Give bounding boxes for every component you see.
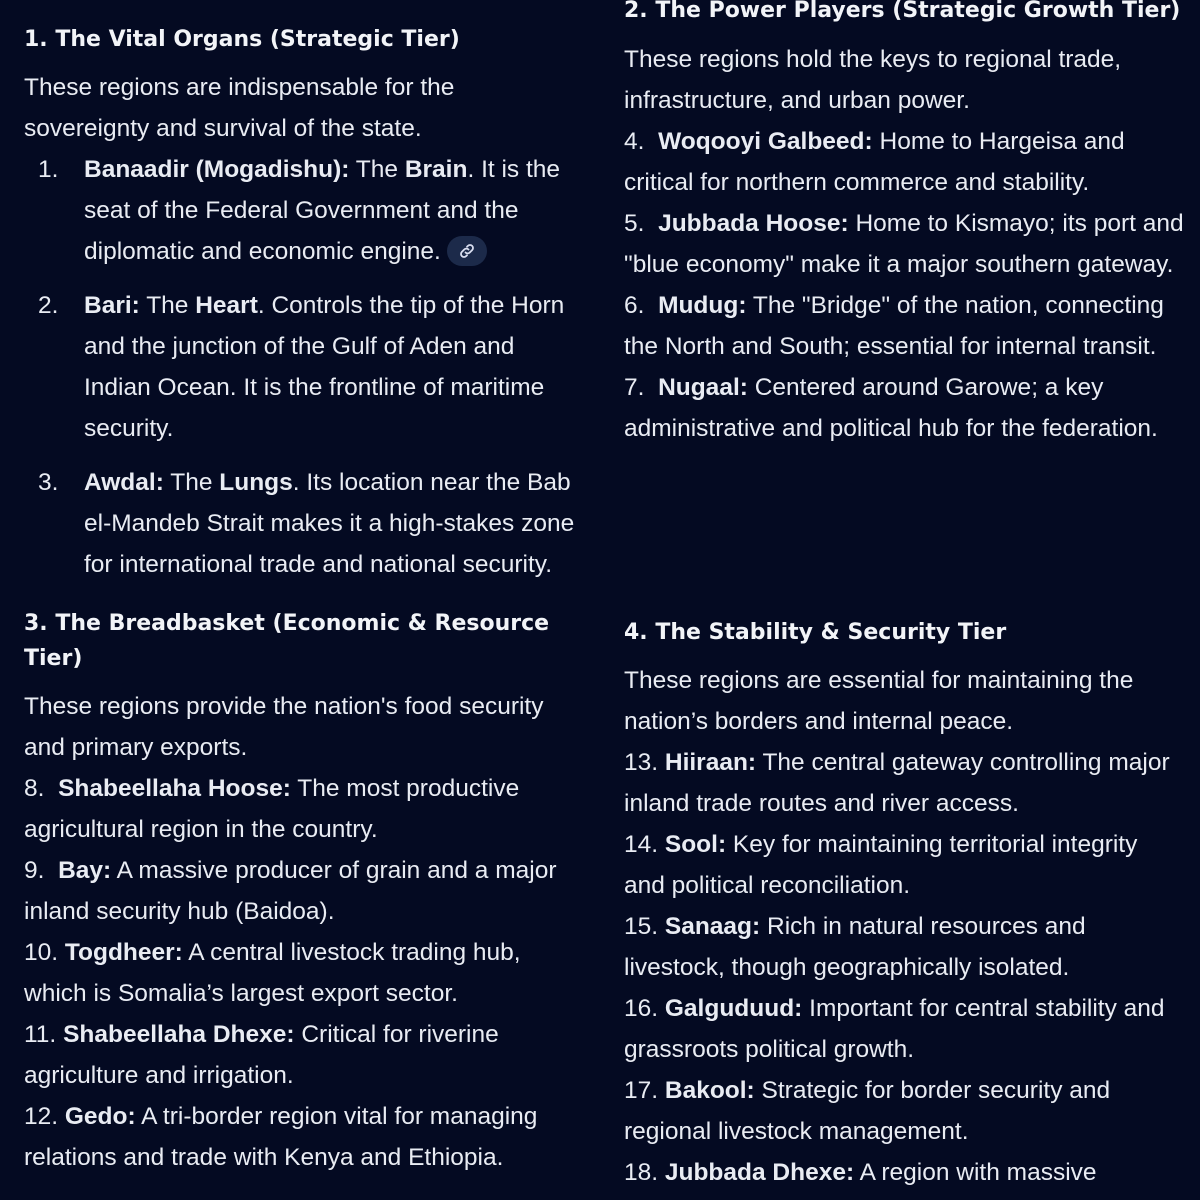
list-number: 2. <box>38 292 59 319</box>
section-intro: These regions hold the keys to regional trade, infrastructure, and urban power. <box>624 46 1122 114</box>
list-text: The "Bridge" of the nation, connecting the North and South; essential for internal transit. <box>624 292 1164 360</box>
section-title: 2. The Power Players (Strategic Growth Tier) <box>624 0 1181 23</box>
list-item <box>24 1014 584 1096</box>
list-item <box>624 988 1184 1070</box>
region-name: Shabeellaha Dhexe: <box>63 1021 295 1048</box>
list-text: Rich in natural resources and livestock, though geographically isolated. <box>624 913 1086 981</box>
list-number: 17. <box>624 1077 659 1104</box>
list-number: 14. <box>624 831 659 858</box>
section-title: 4. The Stability & Security Tier <box>624 620 1007 645</box>
section-intro: These regions are essential for maintaining the nation’s borders and internal peace. <box>624 667 1134 735</box>
list-text: The central gateway controlling major inland trade routes and river access. <box>624 749 1170 817</box>
text-pre: The <box>139 292 196 319</box>
region-name: Jubbada Dhexe: <box>664 1159 855 1186</box>
list-item <box>624 1152 1184 1193</box>
list-number: 1. <box>38 156 59 183</box>
section-stability-security <box>600 604 1200 1200</box>
list-text: Important for central stability and grassroots political growth. <box>624 995 1165 1063</box>
list-text: A region with massive <box>854 1159 1097 1186</box>
list-text: The most productive agricultural region in the country. <box>24 775 520 843</box>
list-number: 9. <box>24 857 45 884</box>
list-number: 15. <box>624 913 659 940</box>
region-name: Togdheer: <box>64 939 183 966</box>
region-name: Awdal: <box>84 469 164 496</box>
region-list <box>24 149 580 585</box>
list-number: 10. <box>24 939 59 966</box>
region-name: Mudug: <box>658 292 747 319</box>
list-text: Home to Kismayo; its port and "blue economy" make it a major southern gateway. <box>624 210 1184 278</box>
list-number: 8. <box>24 775 45 802</box>
list-text: A tri-border region vital for managing relations and trade with Kenya and Ethiopia. <box>24 1103 538 1171</box>
region-name: Galguduud: <box>664 995 803 1022</box>
list-item <box>624 906 1184 988</box>
list-item <box>624 742 1184 824</box>
list-number: 3. <box>38 469 59 496</box>
list-text: A central livestock trading hub, which is Somalia’s largest export sector. <box>24 939 521 1007</box>
list-item <box>24 462 580 585</box>
list-text <box>84 462 580 585</box>
region-name: Shabeellaha Hoose: <box>58 775 291 802</box>
list-number: 5. <box>624 210 645 237</box>
list-number: 18. <box>624 1159 659 1186</box>
region-name: Gedo: <box>64 1103 136 1130</box>
text-pre: The <box>349 156 405 183</box>
list-number: 13. <box>624 749 659 776</box>
text-post: . Its location near the Bab el-Mandeb Strait makes it a high-stakes zone for international trade and national security. <box>84 469 575 578</box>
region-name: Bakool: <box>664 1077 755 1104</box>
region-name: Sool: <box>664 831 727 858</box>
text-post: . Controls the tip of the Horn and the junction of the Gulf of Aden and Indian Ocean. It is the frontline of maritime security. <box>84 292 565 442</box>
section-breadbasket <box>0 598 600 1200</box>
list-text: Centered around Garowe; a key administrative and political hub for the federation. <box>624 374 1158 442</box>
list-text: Critical for riverine agriculture and irrigation. <box>24 1021 499 1089</box>
list-item <box>24 1096 584 1178</box>
list-text: Key for maintaining territorial integrity and political reconciliation. <box>624 831 1138 899</box>
list-item <box>24 932 584 1014</box>
region-name: Bay: <box>58 857 112 884</box>
region-name: Banaadir (Mogadishu): <box>84 156 350 183</box>
list-number: 11. <box>24 1021 57 1048</box>
list-item <box>24 768 584 850</box>
list-number: 12. <box>24 1103 59 1130</box>
list-number: 16. <box>624 995 659 1022</box>
list-text: Home to Hargeisa and critical for northern commerce and stability. <box>624 128 1125 196</box>
list-text <box>84 285 580 449</box>
region-name: Jubbada Hoose: <box>658 210 849 237</box>
organ-key: Heart <box>195 292 258 319</box>
region-name: Bari: <box>84 292 140 319</box>
list-item <box>624 121 1184 203</box>
list-item <box>624 367 1184 449</box>
organ-key: Brain <box>404 156 468 183</box>
list-item <box>624 1070 1184 1152</box>
text-post: . It is the seat of the Federal Government and the diplomatic and economic engine. <box>84 156 561 265</box>
list-text: A massive producer of grain and a major inland security hub (Baidoa). <box>24 857 557 925</box>
link-icon[interactable] <box>447 236 487 266</box>
list-text <box>84 149 580 272</box>
section-intro: These regions are indispensable for the sovereignty and survival of the state. <box>24 74 455 142</box>
list-number: 4. <box>624 128 645 155</box>
list-text: Strategic for border security and regional livestock management. <box>624 1077 1111 1145</box>
list-number: 6. <box>624 292 645 319</box>
list-item <box>624 824 1184 906</box>
text-pre: The <box>163 469 220 496</box>
section-intro: These regions provide the nation's food security and primary exports. <box>24 693 544 761</box>
section-power-players <box>600 0 1200 604</box>
region-name: Nugaal: <box>658 374 748 401</box>
list-item <box>624 203 1184 285</box>
section-title: 1. The Vital Organs (Strategic Tier) <box>24 27 460 52</box>
section-vital-organs <box>0 0 600 598</box>
list-item <box>24 285 580 449</box>
organ-key: Lungs <box>219 469 293 496</box>
region-name: Woqooyi Galbeed: <box>658 128 873 155</box>
section-title: 3. The Breadbasket (Economic & Resource Tier) <box>24 611 550 671</box>
region-name: Sanaag: <box>664 913 761 940</box>
list-item <box>24 850 584 932</box>
list-item <box>24 149 580 272</box>
region-name: Hiiraan: <box>664 749 757 776</box>
list-number: 7. <box>624 374 645 401</box>
list-item <box>624 285 1184 367</box>
